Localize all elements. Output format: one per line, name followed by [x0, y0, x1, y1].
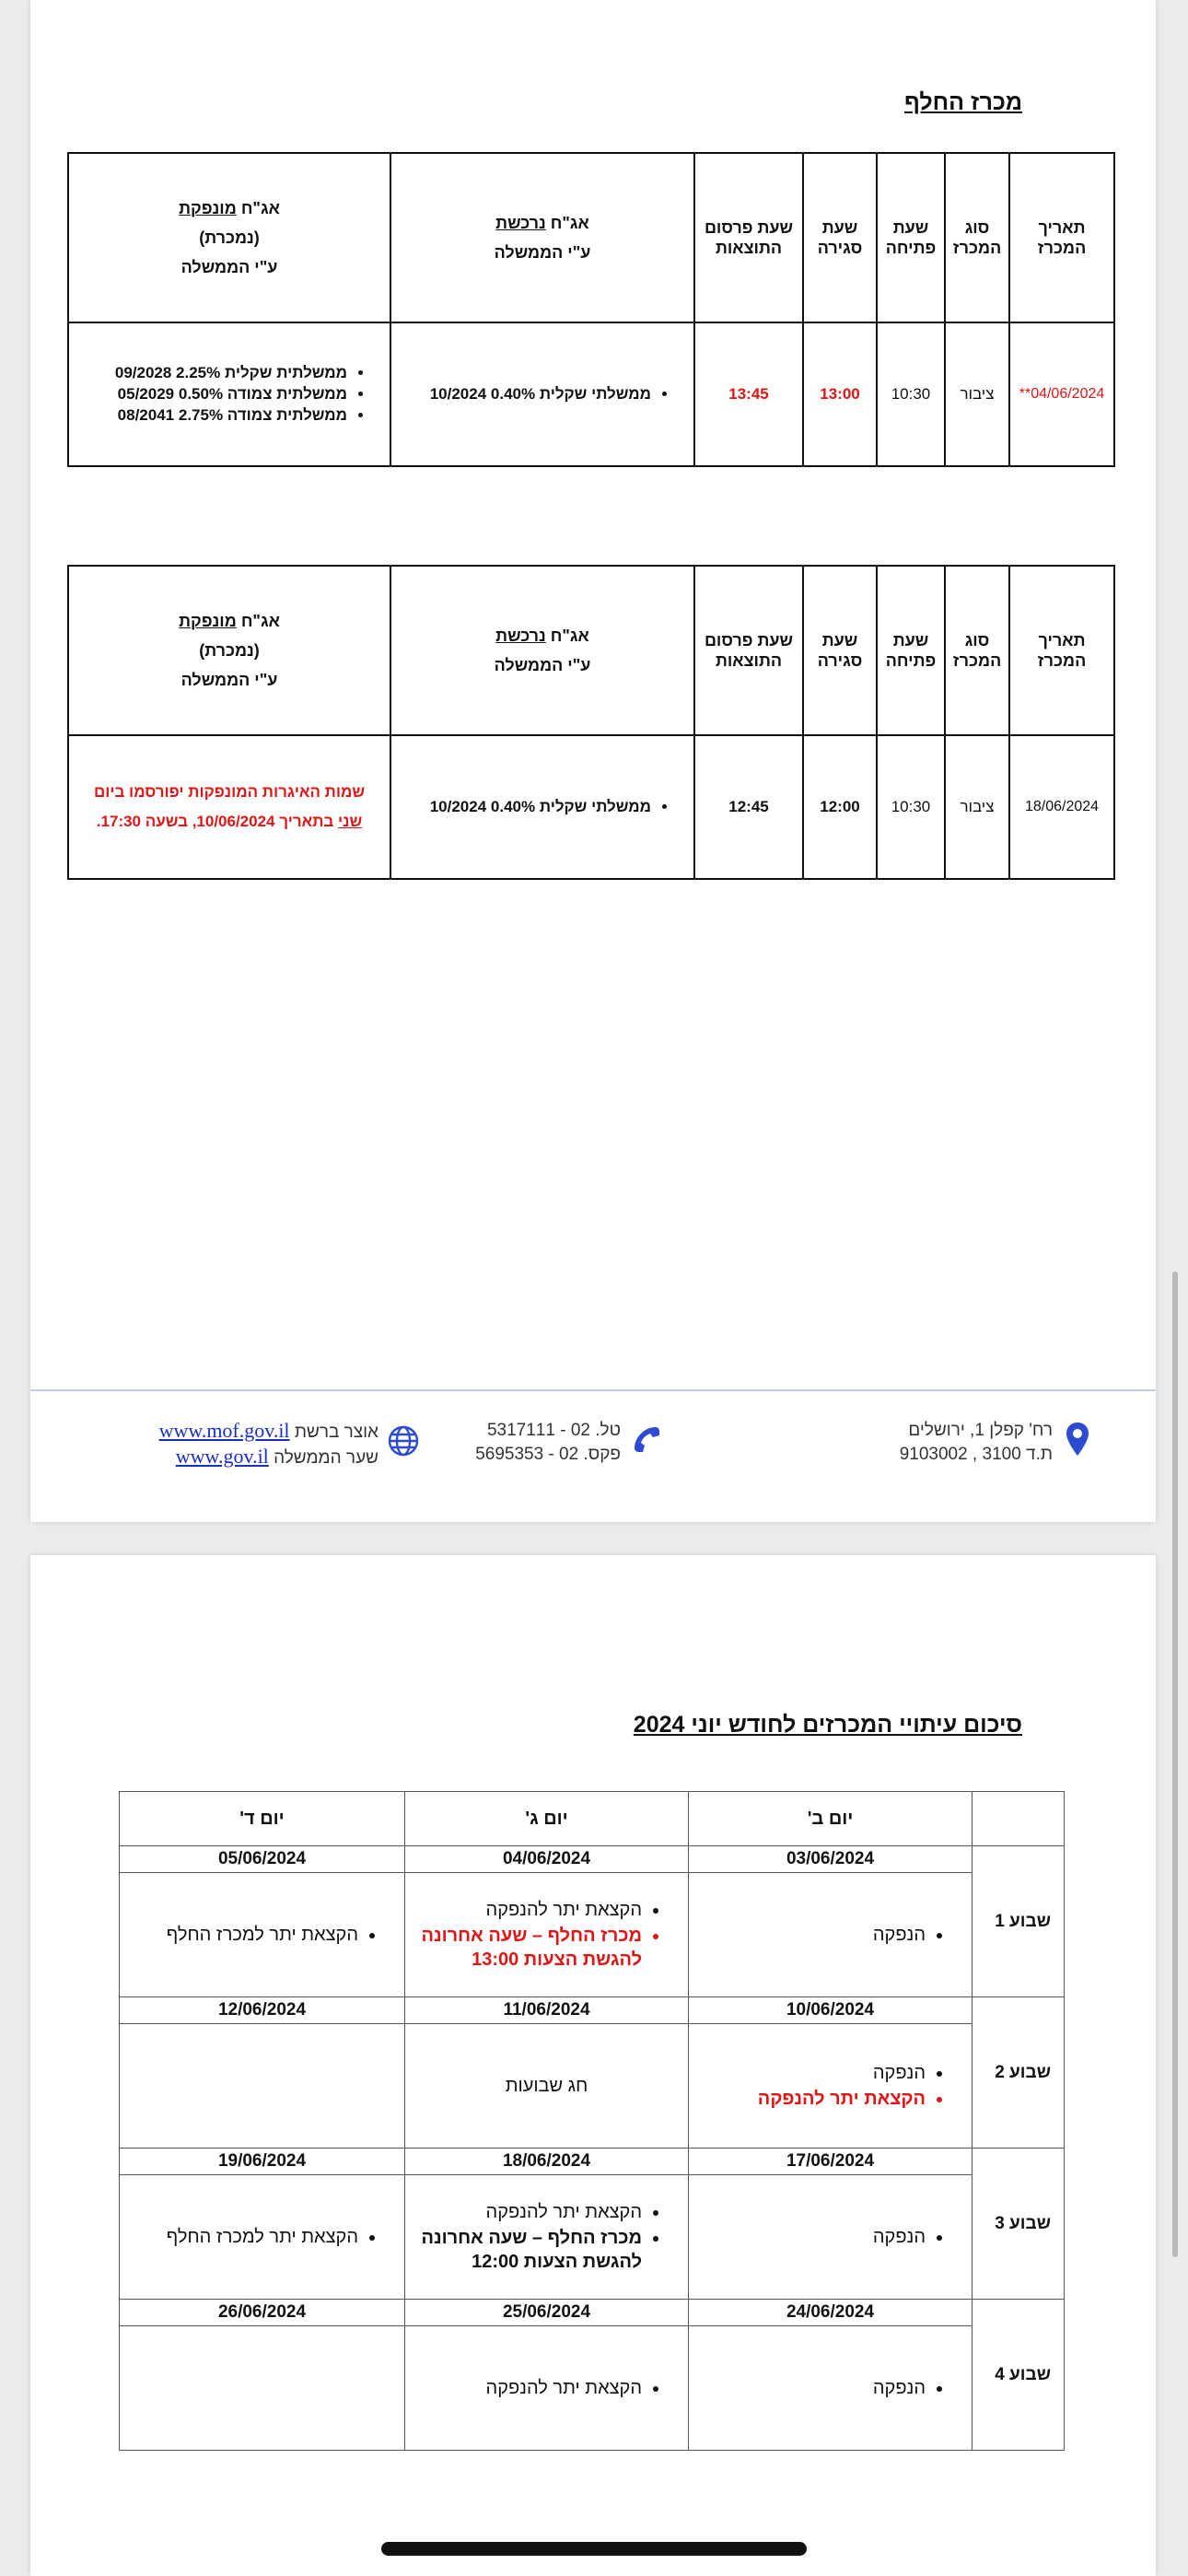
- activity-cell: [120, 2024, 405, 2149]
- issued-bond: • ממשלתית צמודה 2.75% 08/2041: [71, 406, 347, 425]
- header-date: תאריך המכרז: [1009, 153, 1114, 322]
- activity-cell: • הנפקה: [689, 2326, 973, 2451]
- header-date: תאריך המכרז: [1009, 566, 1114, 735]
- header-results: שעת פרסום התוצאות: [694, 566, 803, 735]
- footer-contact: טל. 02 - 5317111 פקס. 02 - 5695353: [475, 1419, 663, 1467]
- auction-type: ציבור: [945, 735, 1009, 879]
- week-label: שבוע 3: [973, 2149, 1065, 2300]
- document-page-2: [30, 1555, 1156, 2576]
- activity-cell: • הקצאת יתר להנפקה • מכרז החלף – שעה אחרונה להגשת הצעות 13:00: [405, 1873, 689, 1997]
- table-row: [68, 735, 1114, 879]
- table-row: [68, 322, 1114, 466]
- bought-bond: • ממשלתי שקלית 0.40% 10/2024: [393, 385, 651, 404]
- summary-title: סיכום עיתויי המכרזים לחודש יוני 2024: [633, 1712, 1022, 1738]
- activity-row: [120, 2024, 1065, 2149]
- section-title-exchange-auction: מכרז החלף: [903, 89, 1022, 115]
- header-close: שעת סגירה: [803, 153, 877, 322]
- auction-date: 04/06/2024**: [1009, 322, 1114, 466]
- summary-header-row: [120, 1792, 1065, 1846]
- header-bought-bond: אג"ח נרכשת ע"י הממשלה: [390, 566, 694, 735]
- globe-icon: [388, 1425, 419, 1464]
- auction-results-time: 13:45: [694, 322, 803, 466]
- week-label: שבוע 2: [973, 1997, 1065, 2149]
- gov-link[interactable]: www.gov.il: [175, 1445, 269, 1468]
- week-label: שבוע 4: [973, 2300, 1065, 2451]
- activity-row: [120, 2326, 1065, 2451]
- auction-table-1: [67, 152, 1115, 467]
- activity-cell: • הקצאת יתר למכרז החלף: [120, 1873, 405, 1997]
- header-issued-bond: אג"ח מונפקת (נמכרת) ע"י הממשלה: [68, 566, 390, 735]
- bought-bond-cell: [390, 322, 694, 466]
- bought-bond: • ממשלתי שקלית 0.40% 10/2024: [393, 798, 651, 816]
- footer-divider: [30, 1389, 1156, 1391]
- date-row: שבוע 3 17/06/2024 18/06/2024 19/06/2024: [120, 2149, 1065, 2175]
- scrollbar[interactable]: [1172, 1271, 1178, 2257]
- week-label: שבוע 1: [973, 1846, 1065, 1997]
- activity-row: [120, 1873, 1065, 1997]
- auction-open-time: 10:30: [877, 735, 945, 879]
- header-day-b: יום ב': [689, 1792, 973, 1846]
- header-day-g: יום ג': [405, 1792, 689, 1846]
- treasury-link[interactable]: www.mof.gov.il: [158, 1419, 290, 1442]
- activity-cell: • הקצאת יתר להנפקה: [405, 2326, 689, 2451]
- header-day-d: יום ד': [120, 1792, 405, 1846]
- header-type: סוג המכרז: [945, 566, 1009, 735]
- header-open: שעת פתיחה: [877, 153, 945, 322]
- activity-row: [120, 2175, 1065, 2300]
- activity-cell: • הקצאת יתר להנפקה • מכרז החלף – שעה אחרונה להגשת הצעות 12:00: [405, 2175, 689, 2300]
- header-type: סוג המכרז: [945, 153, 1009, 322]
- header-bought-bond: אג"ח נרכשת ע"י הממשלה: [390, 153, 694, 322]
- footer-web: אוצר ברשת www.mof.gov.il שער הממשלה www.gov.il: [159, 1419, 419, 1470]
- auction-close-time: 12:00: [803, 735, 877, 879]
- home-indicator[interactable]: [381, 2542, 807, 2556]
- issued-bond: • ממשלתית צמודה 0.50% 05/2029: [71, 385, 347, 404]
- issued-bond: • ממשלתית שקלית 2.25% 09/2028: [71, 364, 347, 382]
- activity-cell: • הנפקה: [689, 2175, 973, 2300]
- date-row: שבוע 1 03/06/2024 04/06/2024 05/06/2024: [120, 1846, 1065, 1873]
- phone-icon: [632, 1423, 663, 1462]
- table-header-row: [68, 566, 1114, 735]
- activity-cell: [120, 2326, 405, 2451]
- header-open: שעת פתיחה: [877, 566, 945, 735]
- table-header-row: [68, 153, 1114, 322]
- auction-open-time: 10:30: [877, 322, 945, 466]
- activity-cell: חג שבועות: [405, 2024, 689, 2149]
- auction-date: 18/06/2024: [1009, 735, 1114, 879]
- location-pin-icon: [1066, 1422, 1089, 1464]
- auction-type: ציבור: [945, 322, 1009, 466]
- auction-close-time: 13:00: [803, 322, 877, 466]
- auction-results-time: 12:45: [694, 735, 803, 879]
- activity-cell: • הנפקה: [689, 1873, 973, 1997]
- document-page-1: [30, 0, 1156, 1522]
- issued-bonds-cell: [68, 322, 390, 466]
- activity-cell: • הקצאת יתר למכרז החלף: [120, 2175, 405, 2300]
- summary-table: [119, 1791, 1065, 2451]
- activity-cell: • הנפקה • הקצאת יתר להנפקה: [689, 2024, 973, 2149]
- header-close: שעת סגירה: [803, 566, 877, 735]
- issued-bonds-note: שמות האיגרות המונפקות יפורסמו ביום שני בתאריך 10/06/2024, בשעה 17:30.: [68, 735, 390, 879]
- footer-address: רח' קפלן 1, ירושלים ת.ד 3100 , 9103002: [900, 1419, 1089, 1467]
- bought-bond-cell: [390, 735, 694, 879]
- date-row: שבוע 2 10/06/2024 11/06/2024 12/06/2024: [120, 1997, 1065, 2024]
- date-row: שבוע 4 24/06/2024 25/06/2024 26/06/2024: [120, 2300, 1065, 2326]
- auction-table-2: [67, 565, 1115, 880]
- header-results: שעת פרסום התוצאות: [694, 153, 803, 322]
- header-issued-bond: אג"ח מונפקת (נמכרת) ע"י הממשלה: [68, 153, 390, 322]
